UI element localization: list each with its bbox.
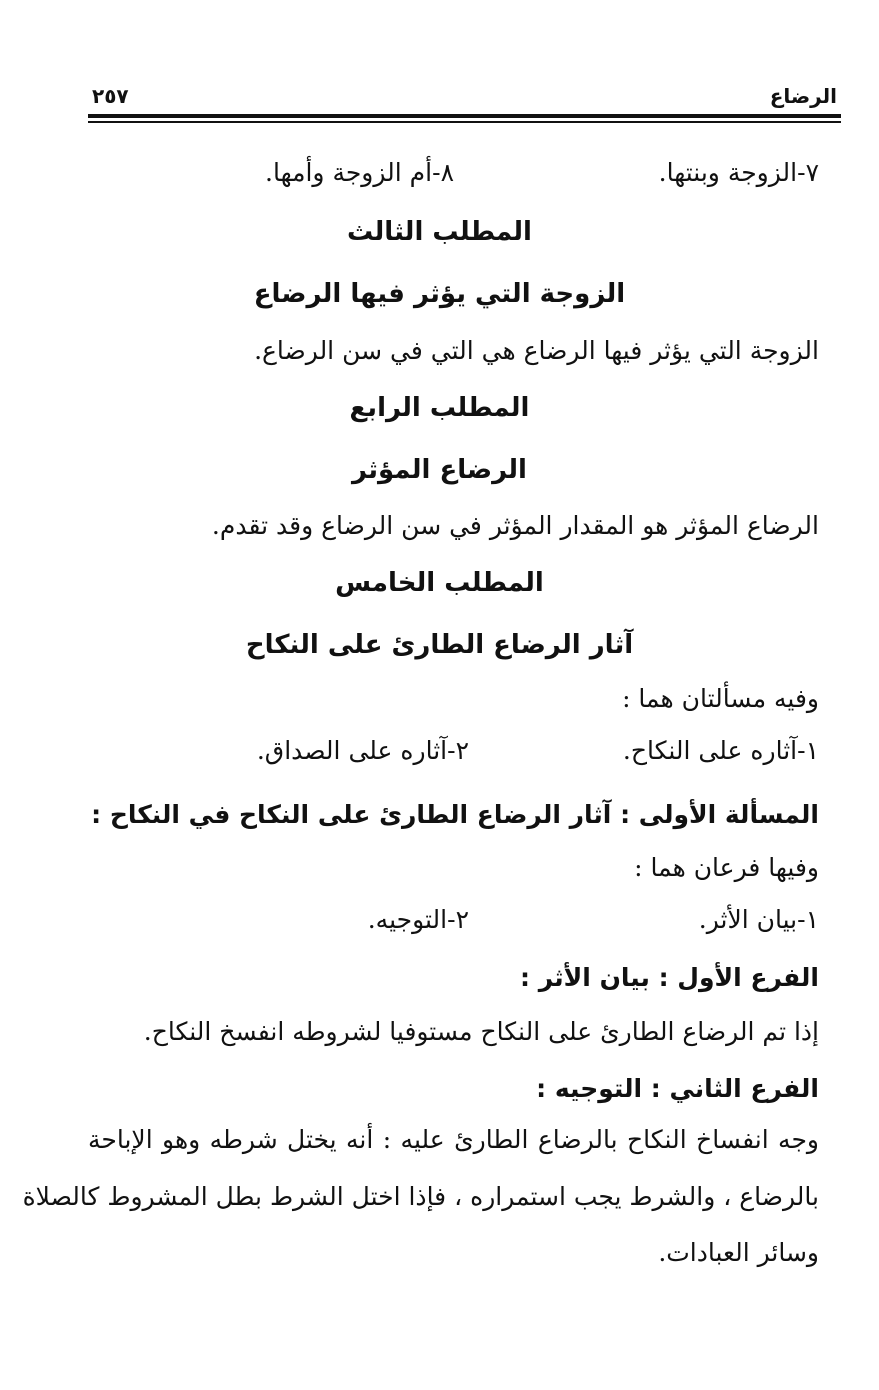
section4-text: الرضاع المؤثر هو المقدار المؤثر في سن الرضاع وقد تقدم. <box>211 511 819 540</box>
list-item-7: ٧-الزوجة وبنتها. <box>658 158 819 187</box>
section5-item-2: ٢-آثاره على الصداق. <box>256 736 469 765</box>
section5-item-1: ١-آثاره على النكاح. <box>622 736 819 765</box>
branch2-line-3: وسائر العبادات. <box>658 1238 819 1267</box>
issue1-intro: وفيها فرعان هما : <box>634 853 819 882</box>
page-number: ٢٥٧ <box>92 84 129 108</box>
branch2-line-1: وجه انفساخ النكاح بالرضاع الطارئ عليه : أنه يختل شرطه وهو الإباحة <box>88 1125 819 1154</box>
section3-text: الزوجة التي يؤثر فيها الرضاع هي التي في سن الرضاع. <box>254 336 819 365</box>
section4-heading: المطلب الرابع <box>349 393 530 423</box>
header-rule-thick <box>88 114 841 118</box>
section5-intro: وفيه مسألتان هما : <box>622 684 819 713</box>
branch1-text: إذا تم الرضاع الطارئ على النكاح مستوفيا لشروطه انفسخ النكاح. <box>143 1017 819 1046</box>
section5-title: آثار الرضاع الطارئ على النكاح <box>245 630 634 660</box>
section3-heading: المطلب الثالث <box>347 217 532 247</box>
section5-heading: المطلب الخامس <box>335 568 544 598</box>
issue1-item-2: ٢-التوجيه. <box>367 905 469 934</box>
header-rule-thin <box>88 121 841 123</box>
list-item-8: ٨-أم الزوجة وأمها. <box>265 158 454 187</box>
issue1-item-1: ١-بيان الأثر. <box>698 905 819 934</box>
branch2-line-2: بالرضاع ، والشرط يجب استمراره ، فإذا اختل الشرط بطل المشروط كالصلاة <box>22 1182 819 1211</box>
branch2-heading: الفرع الثاني : التوجيه : <box>536 1074 819 1103</box>
running-title: الرضاع <box>769 84 837 108</box>
issue1-heading: المسألة الأولى : آثار الرضاع الطارئ على النكاح في النكاح : <box>91 800 819 829</box>
page-header <box>90 80 839 114</box>
section4-title: الرضاع المؤثر <box>352 455 527 485</box>
branch1-heading: الفرع الأول : بيان الأثر : <box>520 963 819 992</box>
section3-title: الزوجة التي يؤثر فيها الرضاع <box>253 279 626 309</box>
